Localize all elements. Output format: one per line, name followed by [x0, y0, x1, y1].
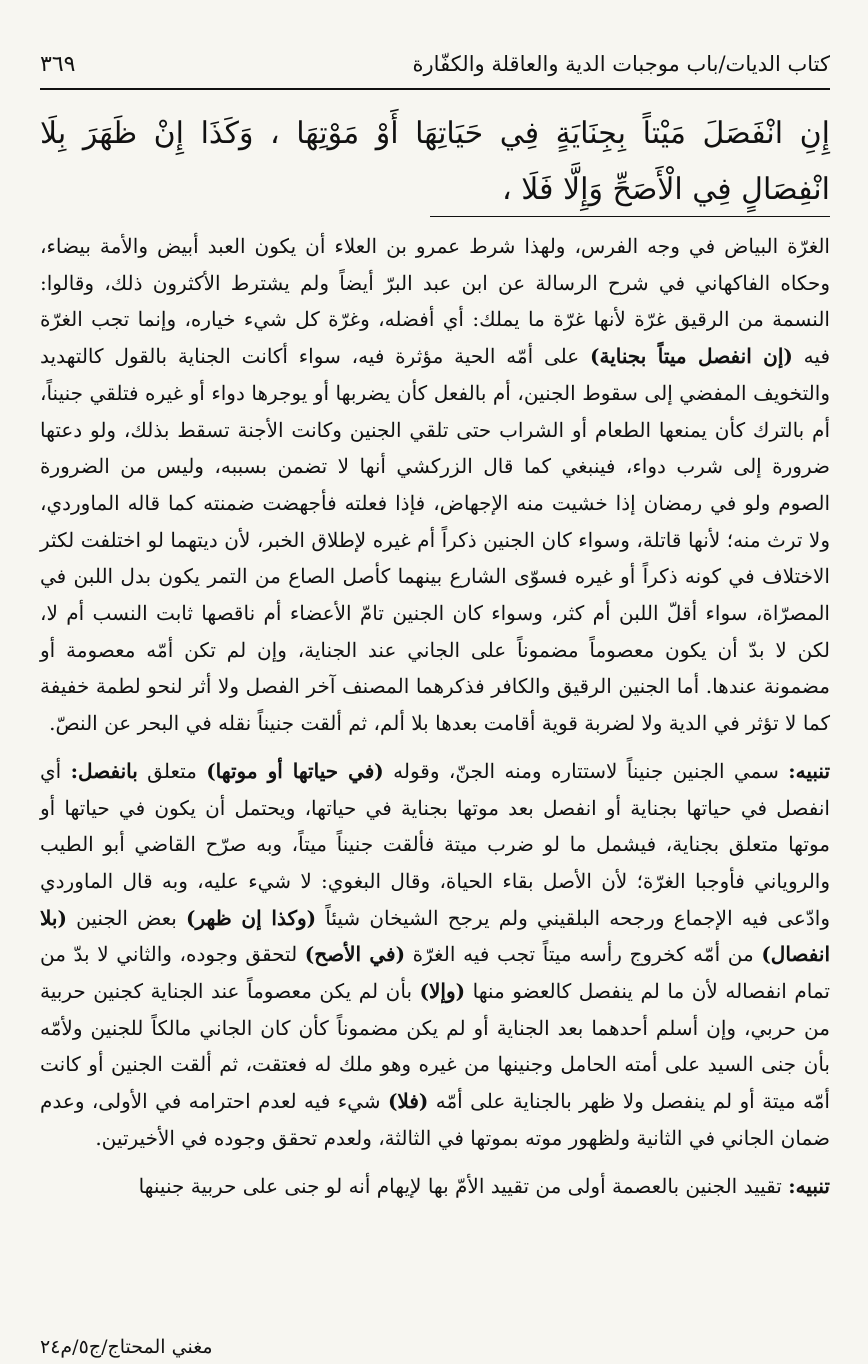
commentary-paragraph	[40, 753, 830, 1157]
signature-mark	[40, 1336, 830, 1364]
bold-quote: (إن انفصل ميتاً بجناية)	[590, 344, 793, 369]
text-run: متعلق	[137, 758, 207, 783]
text-run: من أمّه كخروج رأسه ميتاً تجب فيه الغرّة	[405, 942, 762, 967]
text-run: الغرّة البياض في وجه الفرس، ولهذا شرط عمرو بن العلاء أن يكون العبد أبيض والأمة بيضاء، وحكاه الفاكهاني في شرح الرسالة عن ابن عبد البرّ أيضاً ولم يشترط الأكثرون ذلك، وقالوا: النسمة من الرقيق غرّة لأنها غرّة ما يملك: أي أفضله، وغرّة كل شيء خياره، وإنما تجب الغرّة فيه	[40, 234, 830, 369]
text-run: تقييد الجنين بالعصمة أولى من تقييد الأمّ بها لإيهام أنه لو جنى على حربية جنينها	[138, 1173, 789, 1198]
text-run: لتحقق وجوده، والثاني لا بدّ من تمام انفصاله لأن ما لم ينفصل كالعضو منها	[40, 942, 830, 1004]
text-run: بعض الجنين	[66, 905, 186, 930]
commentary	[40, 228, 830, 1204]
page-number: ٣٦٩	[40, 51, 76, 77]
bold-quote: (فلا)	[387, 1089, 429, 1114]
signature-text: مغني المحتاج/ج٥/م٢٤	[40, 1336, 213, 1358]
commentary-paragraph	[40, 1168, 830, 1205]
separator-rule	[430, 216, 830, 217]
bold-quote: تنبيه:	[788, 758, 831, 783]
bold-quote: (بلا انفصال)	[40, 905, 830, 967]
text-run: شيء فيه لعدم احترامه في الأولى، وعدم ضمان الجاني في الثانية ولظهور موته بموتها في الثالثة، ولعدم تحقق وجوده في الأخيرتين.	[40, 1089, 830, 1150]
running-header	[40, 44, 830, 84]
header-rule	[40, 88, 830, 90]
bold-quote: (وإلا)	[419, 979, 466, 1004]
text-run: بأن لم يكن معصوماً عند الجناية كجنين حربية من حربي، وإن أسلم أحدهما بعد الجناية أو لم يكن مضموناً كأن كان الجاني مالكاً للجنين ولأمّه بأن جنى السيد على أمته الحامل وجنينها من غيره وهو ملك له فعتقت، ثم ألقت الجنين أو كانت أمّه ميتة أو لم ينفصل ولا ظهر بالجناية على أمّه	[40, 979, 830, 1114]
bold-quote: (وكذا إن ظهر)	[186, 905, 317, 930]
commentary-paragraph	[40, 228, 830, 742]
header-title: كتاب الديات/باب موجبات الدية والعاقلة والكفّارة	[412, 52, 830, 76]
text-run: على أمّه الحية مؤثرة فيه، سواء أكانت الجناية بالقول كالتهديد والتخويف المفضي إلى سقوط الجنين، أم بالفعل كأن يضربها أو يوجرها دواء أو غيره فتلقي جنيناً، أم بالترك كأن يمنعها الطعام أو الشراب حتى تلقي الجنين وكانت الأجنة تسقط بذلك، ولو دعتها ضرورة إلى شرب دواء، فينبغي كما قال الزركشي أنها لا تضمن بسببه، وليس من الضرورة الصوم ولو في رمضان إذا خشيت منه الإجهاض، فإذا فعلته فأجهضت ضمنته كما قاله الماوردي، ولا ترث منه؛ لأنها قاتلة، وسواء كان الجنين ذكراً أم غيره لإطلاق الخبر، لأن ديتهما لو اختلفت لكثر الاختلاف في كونه ذكراً أو غيره فسوّى الشارع بينهما كأصل الصاع من التمر يكون بدل اللبن في المصرّاة، سواء أقلّ اللبن أم كثر، وسواء كان الجنين تامّ الأعضاء أم ناقصها ثابت النسب أم لا، لكن لا بدّ أن يكون معصوماً مضموناً على الجاني عند الجناية، وإن لم تكن أمّه معصومة أو مضمونة عندها. أما الجنين الرقيق والكافر فذكرهما المصنف آخر الفصل ولا أثر لنحو لطمة خفيفة كما لا تؤثر في الدية ولا لضربة قوية أقامت بعدها بلا ألم، ثم ألقت جنيناً نقله في البحر عن النصّ.	[40, 344, 830, 736]
bold-quote: (في حياتها أو موتها)	[206, 758, 384, 783]
main-text: إِنِ انْفَصَلَ مَيْتاً بِجِنَايَةٍ فِي حَيَاتِهَا أَوْ مَوْتِهَا ، وَكَذَا إِنْ ظَهَرَ بِلَا انْفِصَالٍ فِي الْأَصَحِّ وَإِلَّا فَلَا ،	[40, 116, 830, 207]
text-run: سمي الجنين جنيناً لاستتاره ومنه الجنّ، وقوله	[383, 758, 789, 783]
bold-quote: بانفصل:	[70, 758, 138, 783]
text-run: أي انفصل في حياتها بجناية أو انفصل بعد موتها بجناية في حياتها، ويحتمل أن يكون في حياتها أو موتها متعلق بجناية، فيشمل ما لو ضرب ميتة فألقت جنيناً ميتاً، وبه صرّح القاضي أبو الطيب والروياني فأوجبا الغرّة؛ لأن الأصل بقاء الحياة، وقال البغوي: لا شيء عليه، وبه قال الماوردي وادّعى فيه الإجماع ورجحه البلقيني ولم يرجح الشيخان شيئاً	[40, 758, 830, 930]
bold-quote: (في الأصح)	[304, 942, 406, 967]
bold-quote: تنبيه:	[788, 1173, 830, 1198]
